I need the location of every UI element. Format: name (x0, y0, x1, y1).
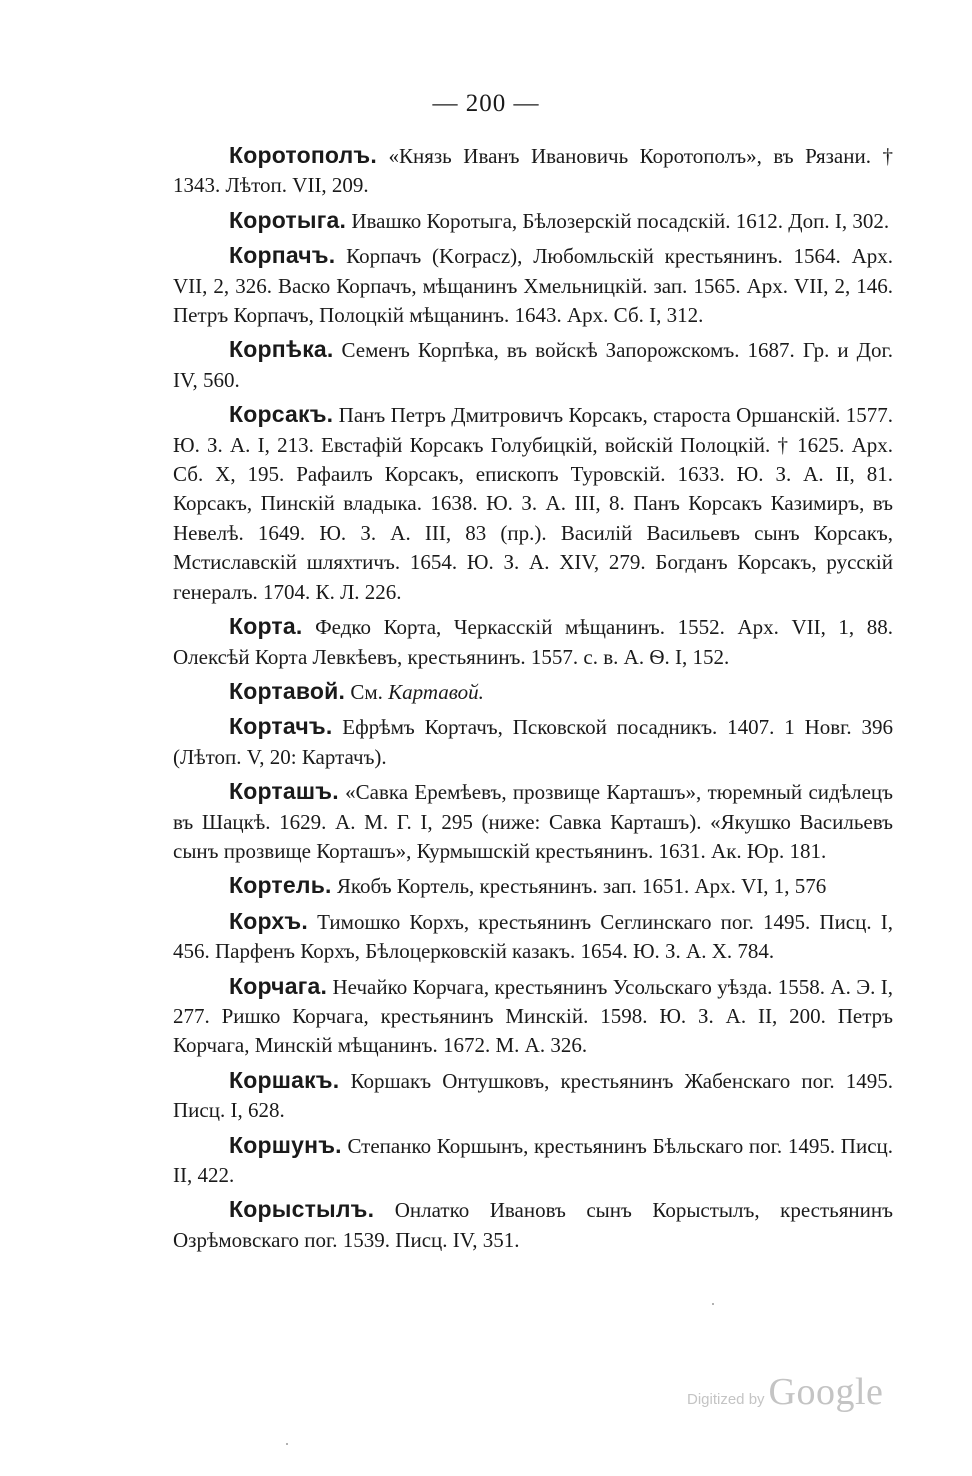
entry-headword: Корташъ. (229, 778, 339, 805)
entry-text: Панъ Петръ Дмитровичъ Корсакъ, староста Оршанскій. 1577. Ю. З. А. I, 213. Евстафій Корсакъ Голубицкій, войскій Полоцкій. † 1625. Арх. Сб. X, 195. Рафаилъ Корсакъ, епископъ Туровскій. 1633. Ю. З. А. II, 81. Корсакъ, Пинскій владыка. 1638. Ю. З. А. III, 8. Панъ Корсакъ Казимиръ, въ Невелѣ. 1649. Ю. З. А. III, 83 (пр.). Василій Васильевъ сынъ Корсакъ, Мстиславскій шляхтичъ. 1654. Ю. З. А. XIV, 279. Богданъ Корсакъ, русскій генералъ. 1704. К. Л. 226. (173, 403, 893, 604)
entry (173, 1195, 893, 1255)
page-number: — 200 — (432, 90, 540, 117)
entry-text: Коршакъ Онтушковъ, крестьянинъ Жабенскаго пог. 1495. Писц. I, 628. (173, 1068, 893, 1123)
scan-speck (712, 1303, 714, 1305)
entry (173, 612, 893, 672)
entry (173, 241, 893, 330)
entry-headword: Корхъ. (229, 907, 308, 934)
entry (173, 141, 893, 201)
entry-headword: Корсакъ. (229, 401, 334, 428)
entry-text: Якобъ Кортель, крестьянинъ. зап. 1651. Арх. VI, 1, 576 (331, 874, 827, 899)
entry (173, 1066, 893, 1126)
entry-headword: Кортачъ. (229, 713, 333, 740)
entry (173, 777, 893, 866)
entry (173, 206, 893, 236)
dictionary-entries (173, 141, 893, 1260)
entry-text: Ефрѣмъ Кортачъ, Псковской посадникъ. 1407. 1 Новг. 396 (Лѣтоп. V, 20: Картачъ). (173, 715, 893, 769)
entry-text: Тимошко Корхъ, крестьянинъ Сеглинскаго пог. 1495. Писц. I, 456. Парфенъ Корхъ, Бѣлоцерковскій казакъ. 1654. Ю. З. А. X. 784. (173, 909, 893, 964)
entry (173, 677, 893, 707)
entry-text: Федко Корта, Черкасскій мѣщанинъ. 1552. Арх. VII, 1, 88. Олексѣй Корта Левкѣевъ, крестьянинъ. 1557. с. в. А. Ѳ. I, 152. (173, 615, 893, 669)
entry-headword: Коротыга. (229, 206, 347, 233)
digitized-by-google-watermark (687, 1370, 883, 1414)
entry (173, 907, 893, 967)
entry-text: Степанко Коршынъ, крестьянинъ Бѣльскаго пог. 1495. Писц. II, 422. (173, 1133, 893, 1187)
entry-cross-reference: Картавой. (388, 679, 484, 704)
entry-text: «Князь Иванъ Ивановичь Коротополъ», въ Рязани. † 1343. Лѣтоп. VII, 209. (173, 144, 893, 198)
entry-text: Онлатко Ивановъ сынъ Корыстылъ, крестьянинъ Озрѣмовскаго пог. 1539. Писц. IV, 351. (173, 1198, 893, 1252)
entry-text: Корпачъ (Korpacz), Любомльскій крестьянинъ. 1564. Арх. VII, 2, 326. Васко Корпачъ, мѣщанинъ Хмельницкій. зап. 1565. Арх. VII, 2, 146. Петръ Корпачъ, Полоцкій мѣщанинъ. 1643. Арх. Сб. I, 312. (173, 244, 893, 328)
entry-headword: Коротополъ. (229, 142, 377, 168)
entry-headword: Корыстылъ. (229, 1196, 375, 1223)
entry-text: См. (345, 679, 389, 704)
entry-text: Семенъ Корпѣка, въ войскѣ Запорожскомъ. 1687. Гр. и Дог. IV, 560. (173, 338, 893, 392)
entry (173, 400, 893, 607)
entry (173, 1131, 893, 1191)
entry (173, 972, 893, 1061)
entry-headword: Кортель. (229, 872, 332, 899)
entry (173, 335, 893, 395)
entry-headword: Корта. (229, 613, 303, 640)
watermark-prefix: Digitized by (687, 1391, 765, 1408)
entry (173, 871, 893, 901)
entry-headword: Кортавой. (229, 677, 346, 704)
entry-text: «Савка Еремѣевъ, прозвище Карташъ», тюремный сидѣлецъ въ Шацкѣ. 1629. А. М. Г. I, 295 (ниже: Савка Карташъ). «Якушко Васильевъ сынъ прозвище Корташъ», Курмышскій крестьянинъ. 1631. Ак. Юр. 181. (173, 780, 893, 863)
entry-headword: Корчага. (229, 972, 328, 999)
entry-text: Ивашко Коротыга, Бѣлозерскій посадскій. 1612. Доп. I, 302. (346, 208, 890, 233)
entry (173, 712, 893, 772)
entry-headword: Коршунъ. (229, 1131, 342, 1158)
google-logo-text: Google (768, 1371, 884, 1413)
entry-headword: Корпачъ. (229, 242, 336, 269)
entry-headword: Корпѣка. (229, 336, 334, 363)
entry-text: Нечайко Корчага, крестьянинъ Усольскаго уѣзда. 1558. А. Э. I, 277. Ришко Корчага, крестьянинъ Минскій. 1598. Ю. З. А. II, 200. Петръ Корчага, Минскій мѣщанинъ. 1672. М. А. 326. (173, 974, 893, 1058)
scan-speck (286, 1443, 288, 1445)
entry-headword: Коршакъ. (229, 1066, 340, 1093)
